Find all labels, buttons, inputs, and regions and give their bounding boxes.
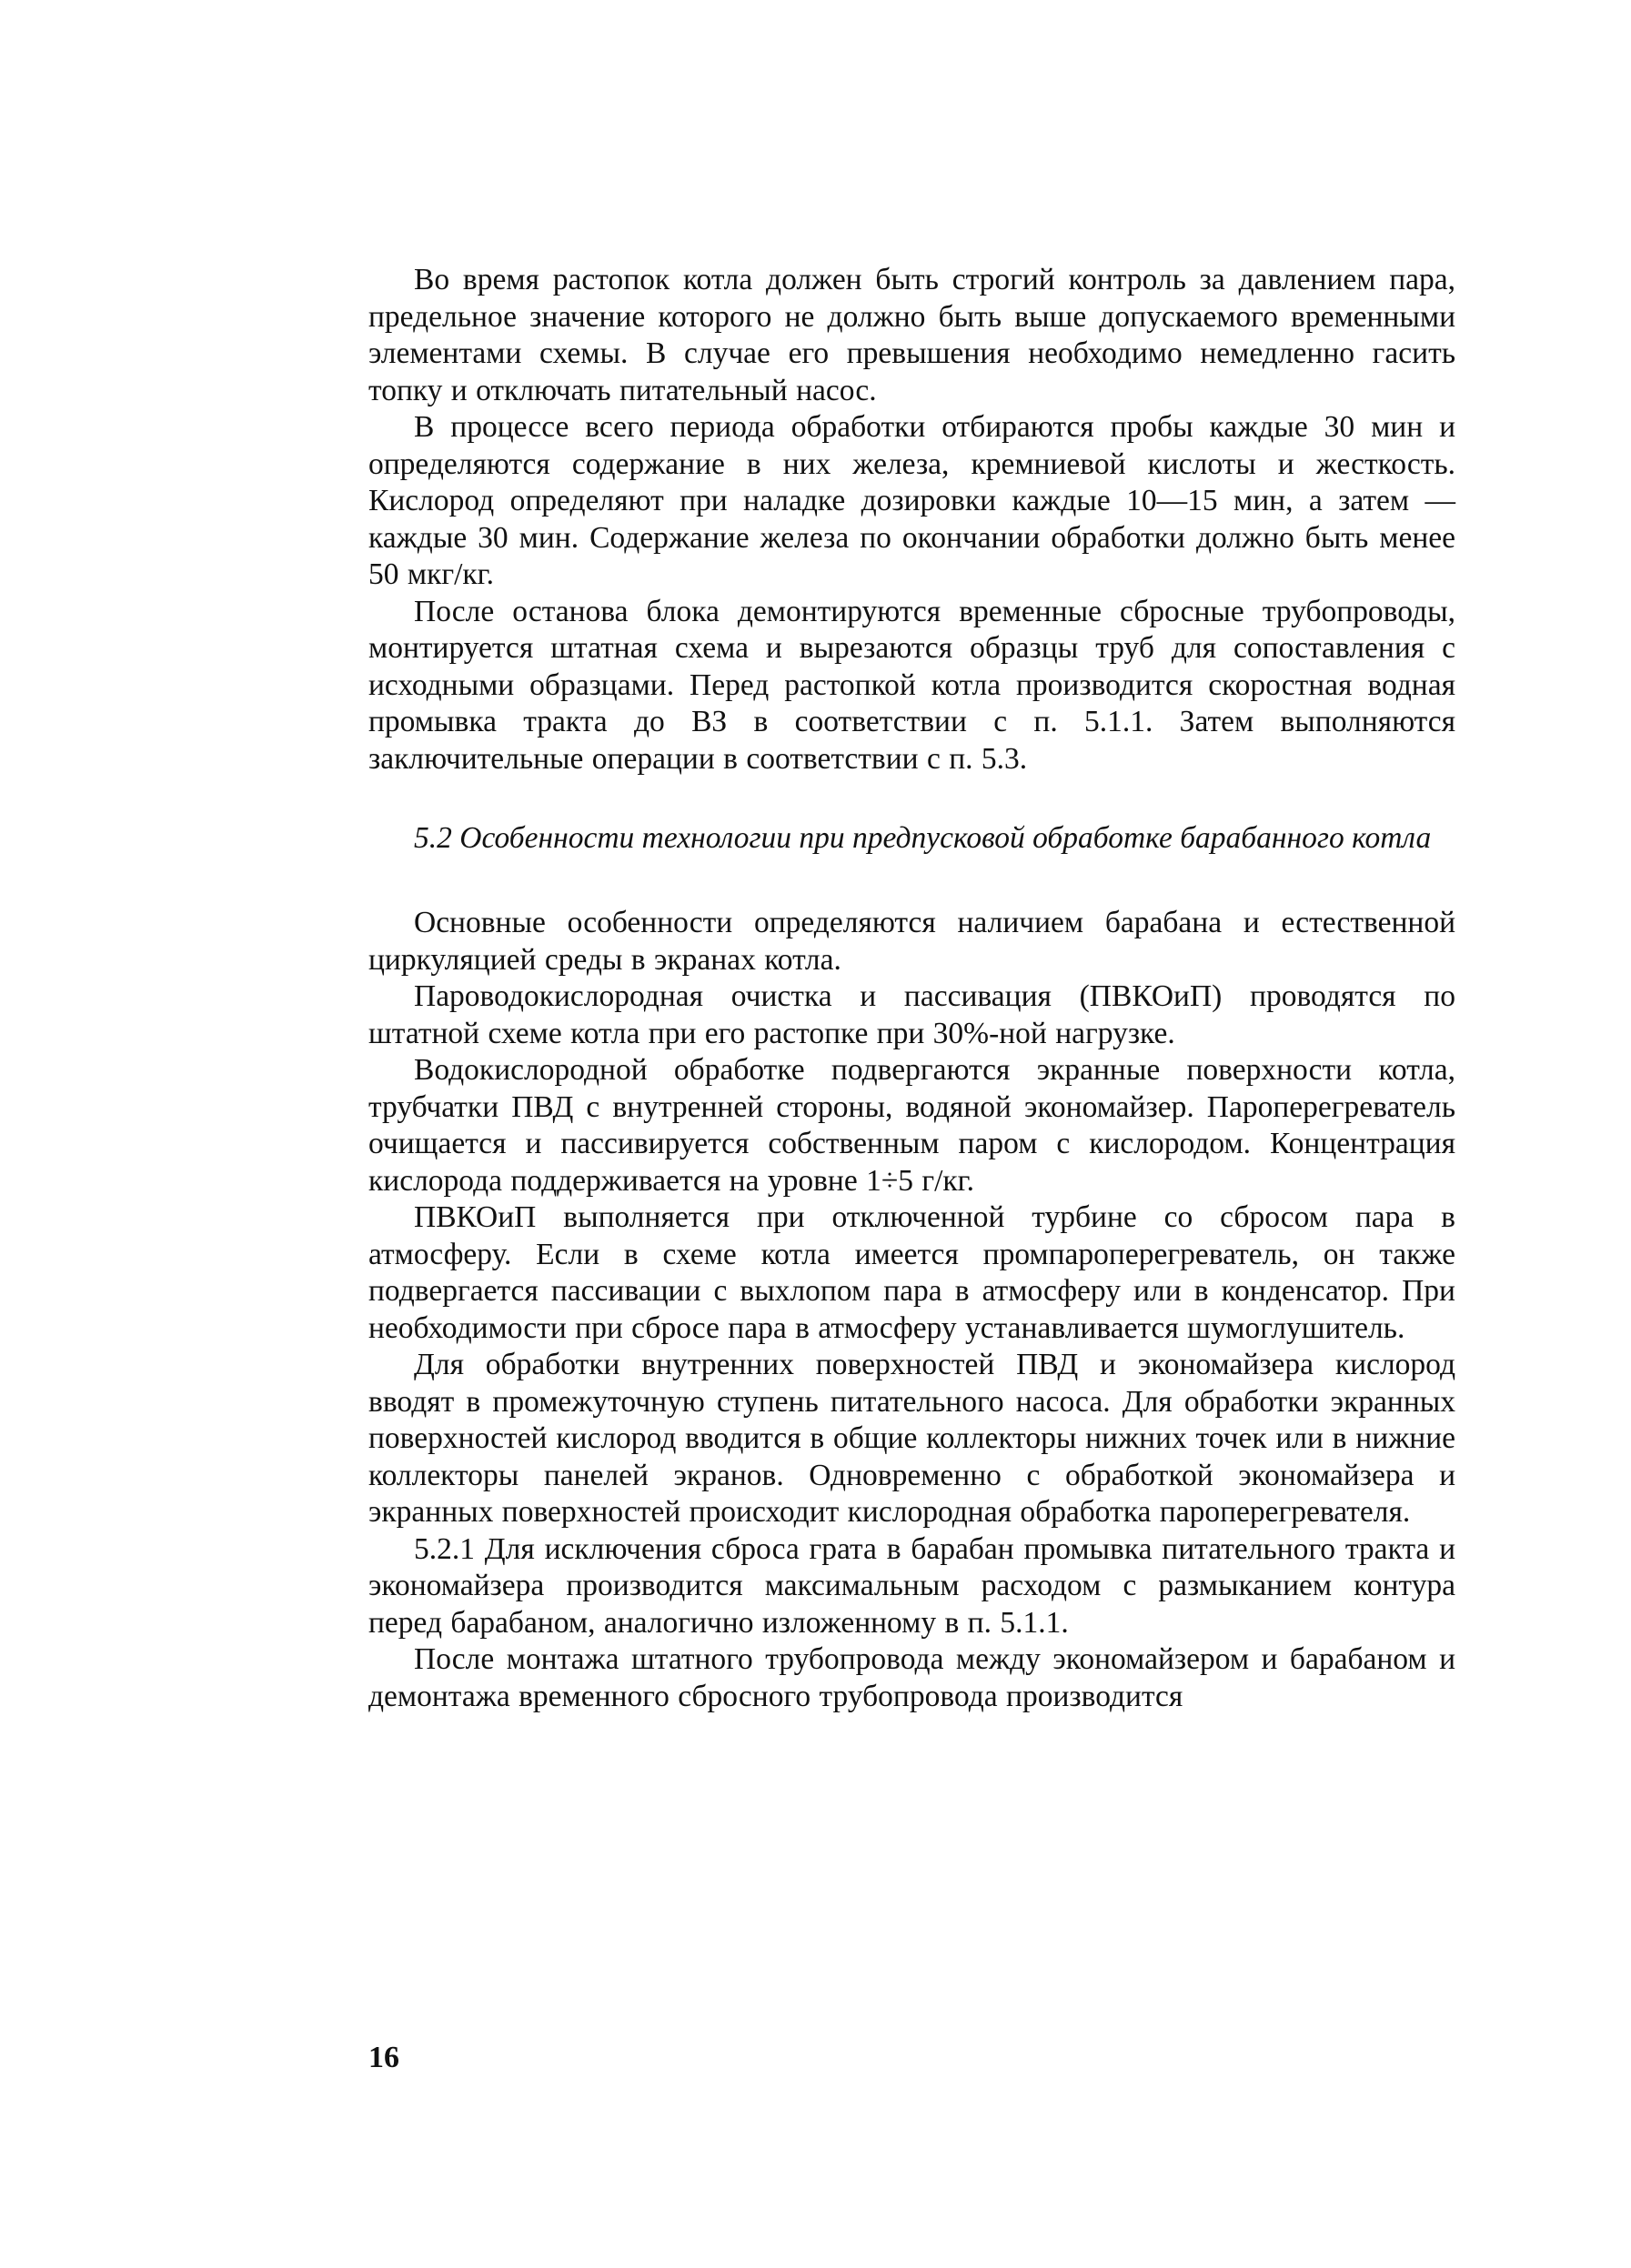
paragraph: После монтажа штатного трубопровода между экономайзером и барабаном и демонтажа временного сбросного трубопровода производится — [368, 1642, 1455, 1713]
paragraph: Пароводокислородная очистка и пассивация (ПВКОиП) проводятся по штатной схеме котла при его растопке при 30%-ной нагрузке. — [368, 979, 1455, 1050]
paragraph: Водокислородной обработке подвергаются экранные поверхности котла, трубчатки ПВД с внутренней стороны, водяной экономайзер. Пароперегреватель очищается и пассивируется собственным паром с кислородом. Концентрация кислорода поддерживается на уровне 1÷5 г/кг. — [368, 1053, 1455, 1198]
paragraph: Основные особенности определяются наличием барабана и естественной циркуляцией среды в экранах котла. — [368, 906, 1455, 977]
paragraph: ПВКОиП выполняется при отключенной турбине со сбросом пара в атмосферу. Если в схеме котла имеется промпароперегреватель, он также подвергается пассивации с выхлопом пара в атмосферу или в конденсатор. При необходимости при сбросе пара в атмосферу устанавливается шумоглушитель. — [368, 1200, 1455, 1345]
page-number: 16 — [368, 2041, 399, 2074]
paragraph: Для обработки внутренних поверхностей ПВД и экономайзера кислород вводят в промежуточную ступень питательного насоса. Для обработки экранных поверхностей кислород вводится в общие коллекторы нижних точек или в нижние коллекторы панелей экранов. Одновременно с обработкой экономайзера и экранных поверхностей происходит кислородная обработка пароперегревателя. — [368, 1348, 1455, 1529]
paragraph: 5.2.1 Для исключения сброса грата в барабан промывка питательного тракта и экономайзера производится максимальным расходом с размыканием контура перед барабаном, аналогично изложенному в п. 5.1.1. — [368, 1531, 1455, 1640]
paragraph: В процессе всего периода обработки отбираются пробы каждые 30 мин и определяются содержание в них железа, кремниевой кислоты и жесткость. Кислород определяют при наладке дозировки каждые 10—15 мин, а затем — каждые 30 мин. Содержание железа по окончании обработки должно быть менее 50 мкг/кг. — [368, 410, 1455, 591]
paragraph: Во время растопок котла должен быть строгий контроль за давлением пара, предельное значение которого не должно быть выше допускаемого временными элементами схемы. В случае его превышения необходимо немедленно гасить топку и отключать питательный насос. — [368, 263, 1455, 407]
body-text — [368, 262, 1455, 1715]
section-heading: 5.2 Особенности технологии при предпусковой обработке барабанного котла — [414, 821, 1432, 855]
paragraph: После останова блока демонтируются временные сбросные трубопроводы, монтируется штатная схема и вырезаются образцы труб для сопоставления с исходными образцами. Перед растопкой котла производится скоростная водная промывка тракта до ВЗ в соответствии с п. 5.1.1. Затем выполняются заключительные операции в соответствии с п. 5.3. — [368, 594, 1455, 776]
